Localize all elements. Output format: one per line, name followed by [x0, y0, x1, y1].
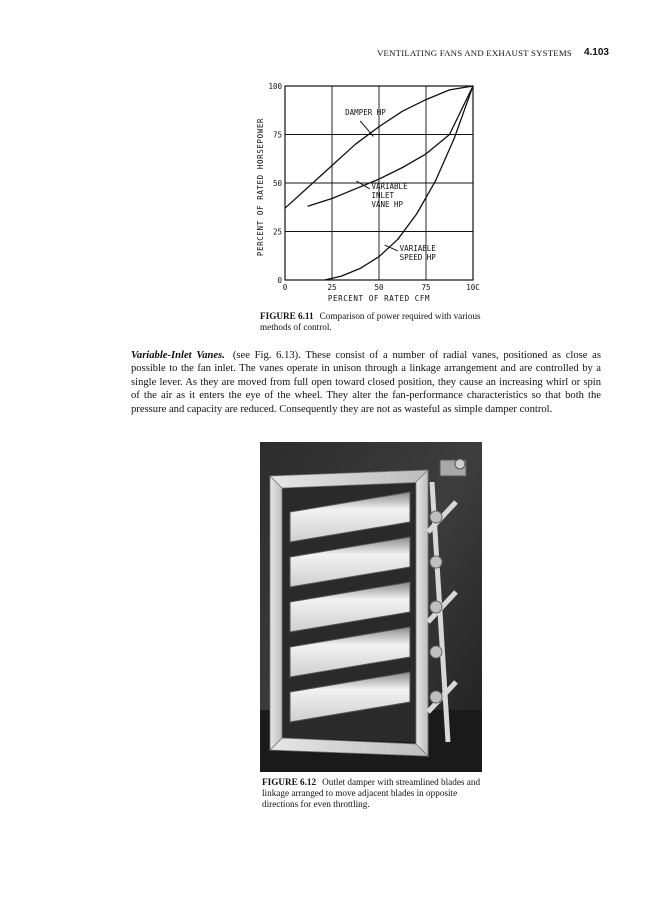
- annotation-variable-speed-line-1: SPEED HP: [399, 252, 436, 262]
- figure-6-12-caption-text: Outlet damper with streamlined blades and linkage arranged to move adjacent blades in opposite directions for even throttling.: [262, 777, 481, 809]
- annotation-inlet-vane-line-1: INLET: [371, 190, 395, 200]
- y-tick-label-1: 25: [272, 227, 282, 237]
- x-tick-label-4: 10C: [466, 283, 480, 292]
- x-axis-label: PERCENT OF RATED CFM: [327, 294, 431, 303]
- y-tick-label-4: 100: [268, 82, 282, 91]
- horsepower-chart-svg: [255, 78, 495, 304]
- annotation-variable-speed-line-0: VARIABLE: [399, 243, 436, 253]
- x-tick-label-2: 50: [374, 283, 384, 292]
- x-tick-label-3: 75: [421, 283, 431, 292]
- y-tick-label-2: 50: [272, 179, 282, 188]
- actuator-knob: [455, 459, 465, 469]
- figure-6-11-chart: [255, 78, 495, 304]
- figure-6-12-caption-label: FIGURE 6.12: [262, 777, 317, 787]
- annotation-inlet-vane-line-2: VANE HP: [371, 199, 404, 209]
- annotation-inlet-vane-line-0: VARIABLE: [371, 181, 408, 191]
- figure-6-11-caption-text: Comparison of power required with various methods of control.: [260, 311, 481, 332]
- paragraph-text: (see Fig. 6.13). These consist of a number of radial vanes, positioned as close as possible to the fan inlet. The vanes operate in unison through a linkage arrangement and are controlled by a single lever. As they are moved from full open toward closed position, they cause an increasing whirl or spin of the air as it enters the eye of the wheel. They alter the fan-performance characteristics so that both the pressure and capacity are reduced. Consequently they are not as wasteful as simple damper control.: [131, 350, 602, 415]
- y-tick-label-3: 75: [272, 130, 282, 140]
- figure-6-11-caption: [260, 311, 492, 333]
- damper-photo-illustration: [260, 442, 482, 772]
- outlet-damper-photo: [260, 442, 482, 772]
- body-paragraph: [131, 349, 601, 416]
- annotation-damper-hp: DAMPER HP: [345, 108, 386, 118]
- y-axis-label: PERCENT OF RATED HORSEPOWER: [256, 117, 265, 257]
- page-number: 4.103: [583, 47, 609, 58]
- paragraph-heading: Variable-Inlet Vanes.: [131, 350, 225, 361]
- x-tick-label-1: 25: [327, 283, 337, 292]
- figure-6-12-caption: [262, 777, 484, 810]
- running-head: [0, 48, 662, 62]
- figure-6-11-caption-label: FIGURE 6.11: [260, 311, 314, 321]
- y-tick-label-0: 0: [277, 276, 282, 285]
- x-tick-label-0: 0: [282, 283, 288, 292]
- running-title: VENTILATING FANS AND EXHAUST SYSTEMS: [376, 48, 572, 58]
